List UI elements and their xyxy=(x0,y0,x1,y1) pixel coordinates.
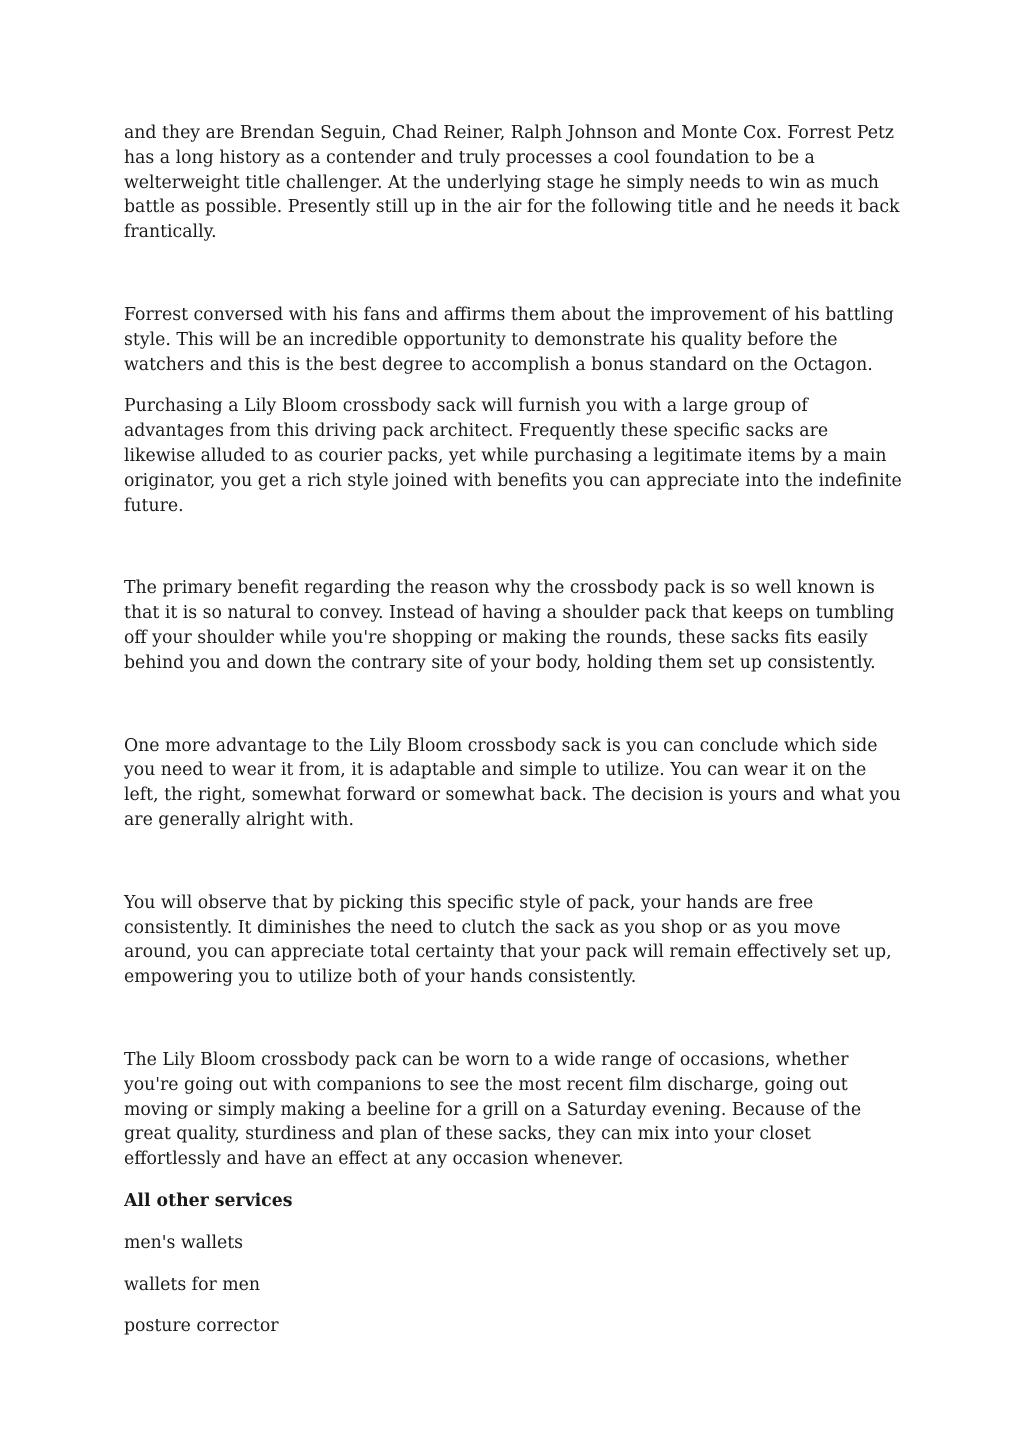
service-link-posture-corrector[interactable]: posture corrector xyxy=(124,1316,279,1337)
services-heading: All other services xyxy=(124,1190,293,1211)
paragraph-2: Forrest conversed with his fans and affirms them about the improvement of his battling style. This will be an incredible opportunity to demonstrate his quality before the watchers and this is the best degree to accomplish a bonus standard on the Octagon. xyxy=(124,304,894,375)
paragraph-5: One more advantage to the Lily Bloom crossbody sack is you can conclude which side you need to wear it from, it is adaptable and simple to utilize. You can wear it on the left, the right, somewhat forward or somewhat back. The decision is yours and what you are generally alright with. xyxy=(124,735,901,830)
paragraph-3: Purchasing a Lily Bloom crossbody sack will furnish you with a large group of advantages from this driving pack architect. Frequently these specific sacks are likewise alluded to as courier packs, yet while purchasing a legitimate items by a main originator, you get a rich style joined with benefits you can appreciate into the indefinite future. xyxy=(124,396,902,516)
paragraph-6: You will observe that by picking this specific style of pack, your hands are free consistently. It diminishes the need to clutch the sack as you shop or as you move around, you can appreciate total certainty that your pack will remain effectively set up, empowering you to utilize both of your hands consistently. xyxy=(124,892,892,988)
paragraph-4: The primary benefit regarding the reason why the crossbody pack is so well known is that it is so natural to convey. Instead of having a shoulder pack that keeps on tumbling off your shoulder while you're shopping or making the rounds, these sacks fits easily behind you and down the contrary site of your body, holding them set up consistently. xyxy=(124,578,895,673)
paragraph-1: and they are Brendan Seguin, Chad Reiner, Ralph Johnson and Monte Cox. Forrest Petz has a long history as a contender and truly processes a cool foundation to be a welterweight title challenger. At the underlying stage he simply needs to win as much battle as possible. Presently still up in the air for the following title and he needs it back frantically. xyxy=(124,123,900,243)
service-link-mens-wallets[interactable]: men's wallets xyxy=(124,1232,244,1253)
paragraph-7: The Lily Bloom crossbody pack can be worn to a wide range of occasions, whether you're going out with companions to see the most recent film discharge, going out moving or simply making a beeline for a grill on a Saturday evening. Because of the great quality, sturdiness and plan of these sacks, they can mix into your closet effortlessly and have an effect at any occasion whenever. xyxy=(124,1049,862,1170)
document-body xyxy=(124,121,904,1339)
service-link-wallets-for-men[interactable]: wallets for men xyxy=(124,1274,260,1295)
